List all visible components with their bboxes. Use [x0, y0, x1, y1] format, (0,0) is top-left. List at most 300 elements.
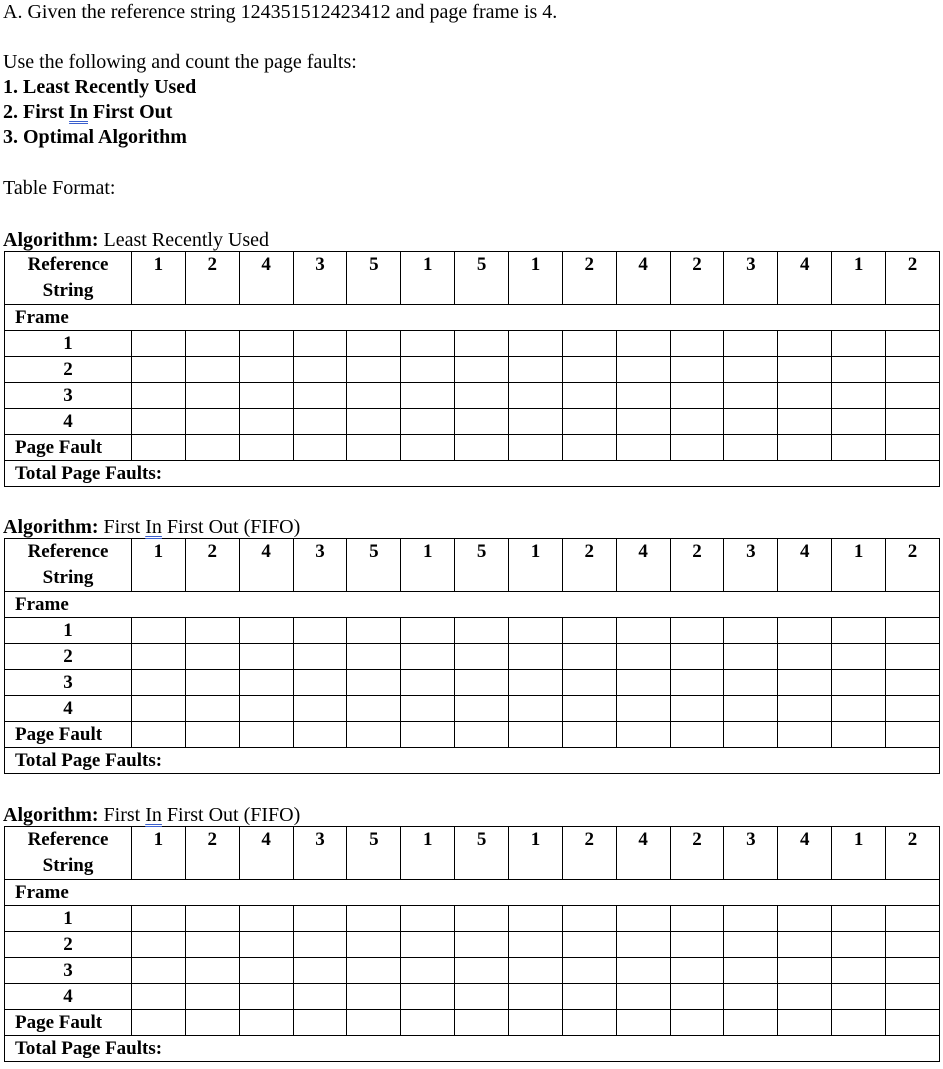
- frame-cell[interactable]: [562, 383, 616, 409]
- frame-cell[interactable]: [347, 331, 401, 357]
- frame-cell[interactable]: [185, 984, 239, 1010]
- frame-cell[interactable]: [185, 696, 239, 722]
- frame-cell[interactable]: [455, 670, 509, 696]
- frame-cell[interactable]: [347, 984, 401, 1010]
- frame-number: 2: [5, 644, 132, 670]
- frame-cell[interactable]: [616, 932, 670, 958]
- reference-cell: 1: [401, 827, 455, 880]
- frame-cell[interactable]: [185, 618, 239, 644]
- frame-cell[interactable]: [509, 958, 563, 984]
- frame-number: 1: [5, 618, 132, 644]
- frame-cell[interactable]: [616, 696, 670, 722]
- frame-cell[interactable]: [239, 670, 293, 696]
- page-fault-cell[interactable]: [293, 1010, 347, 1036]
- frame-row: [5, 331, 940, 357]
- page-fault-cell[interactable]: [347, 435, 401, 461]
- frame-cell[interactable]: [293, 409, 347, 435]
- frame-cell[interactable]: [778, 618, 832, 644]
- frame-cell[interactable]: [886, 958, 940, 984]
- page-fault-cell[interactable]: [455, 722, 509, 748]
- frame-cell[interactable]: [347, 409, 401, 435]
- frame-cell[interactable]: [185, 958, 239, 984]
- frame-cell[interactable]: [616, 906, 670, 932]
- frame-cell[interactable]: [239, 409, 293, 435]
- frame-cell[interactable]: [401, 958, 455, 984]
- frame-cell[interactable]: [886, 906, 940, 932]
- frame-cell[interactable]: [832, 331, 886, 357]
- frame-cell[interactable]: [778, 331, 832, 357]
- page-fault-cell[interactable]: [185, 1010, 239, 1036]
- total-page-faults-label: Total Page Faults:: [5, 748, 940, 774]
- page-fault-row: [5, 1010, 940, 1036]
- frame-cell[interactable]: [509, 383, 563, 409]
- frame-cell[interactable]: [455, 331, 509, 357]
- frame-cell[interactable]: [401, 984, 455, 1010]
- frame-cell[interactable]: [670, 932, 724, 958]
- frame-cell[interactable]: [401, 696, 455, 722]
- frame-cell[interactable]: [670, 383, 724, 409]
- page-fault-cell[interactable]: [778, 722, 832, 748]
- frame-cell[interactable]: [832, 984, 886, 1010]
- frame-cell[interactable]: [293, 383, 347, 409]
- page-fault-cell[interactable]: [832, 722, 886, 748]
- page-fault-cell[interactable]: [778, 1010, 832, 1036]
- frame-cell[interactable]: [616, 383, 670, 409]
- frame-cell[interactable]: [239, 644, 293, 670]
- page-fault-table: [4, 826, 940, 1062]
- frame-cell[interactable]: [670, 958, 724, 984]
- frame-cell[interactable]: [132, 409, 186, 435]
- page-fault-cell[interactable]: [185, 435, 239, 461]
- reference-cell: 2: [562, 827, 616, 880]
- frame-cell[interactable]: [293, 331, 347, 357]
- frame-cell[interactable]: [132, 383, 186, 409]
- frame-cell[interactable]: [509, 670, 563, 696]
- frame-cell[interactable]: [832, 357, 886, 383]
- frame-cell[interactable]: [562, 409, 616, 435]
- reference-row: [5, 252, 940, 305]
- frame-cell[interactable]: [562, 958, 616, 984]
- frame-cell[interactable]: [401, 383, 455, 409]
- frame-cell[interactable]: [616, 670, 670, 696]
- frame-cell[interactable]: [886, 618, 940, 644]
- page-fault-cell[interactable]: [778, 435, 832, 461]
- page-fault-cell[interactable]: [132, 722, 186, 748]
- page-fault-cell[interactable]: [239, 1010, 293, 1036]
- frame-cell[interactable]: [455, 984, 509, 1010]
- frame-cell[interactable]: [832, 906, 886, 932]
- frame-cell[interactable]: [562, 357, 616, 383]
- frame-cell[interactable]: [616, 409, 670, 435]
- frame-cell[interactable]: [724, 331, 778, 357]
- reference-cell: 5: [455, 252, 509, 305]
- frame-cell[interactable]: [616, 357, 670, 383]
- frame-cell[interactable]: [455, 383, 509, 409]
- frame-number: 2: [5, 357, 132, 383]
- frame-number: 4: [5, 984, 132, 1010]
- page-fault-table: [4, 538, 940, 774]
- frame-cell[interactable]: [670, 670, 724, 696]
- total-page-faults-label: Total Page Faults:: [5, 461, 940, 487]
- frame-cell[interactable]: [778, 906, 832, 932]
- page-fault-cell[interactable]: [724, 1010, 778, 1036]
- frame-cell[interactable]: [778, 984, 832, 1010]
- frame-cell[interactable]: [670, 331, 724, 357]
- frame-cell[interactable]: [509, 357, 563, 383]
- reference-string-label: [5, 539, 132, 592]
- algorithm-title: [3, 229, 939, 251]
- algorithm-label: Algorithm:: [3, 804, 99, 826]
- frame-cell[interactable]: [886, 670, 940, 696]
- frame-cell[interactable]: [616, 644, 670, 670]
- frame-cell[interactable]: [347, 906, 401, 932]
- frame-cell[interactable]: [509, 644, 563, 670]
- frame-cell[interactable]: [778, 696, 832, 722]
- page-fault-cell[interactable]: [832, 435, 886, 461]
- frame-row: [5, 644, 940, 670]
- reference-label-line2: String: [42, 280, 94, 301]
- algorithm-section-2: [3, 516, 939, 774]
- frame-cell[interactable]: [347, 618, 401, 644]
- frame-cell[interactable]: [724, 696, 778, 722]
- frame-cell[interactable]: [185, 409, 239, 435]
- frame-cell[interactable]: [724, 958, 778, 984]
- frame-cell[interactable]: [239, 331, 293, 357]
- frame-number: 3: [5, 958, 132, 984]
- frame-cell[interactable]: [293, 696, 347, 722]
- page-fault-table: [4, 251, 940, 487]
- page-fault-cell[interactable]: [670, 722, 724, 748]
- frame-cell[interactable]: [509, 906, 563, 932]
- frame-cell[interactable]: [293, 958, 347, 984]
- frame-cell[interactable]: [562, 331, 616, 357]
- frame-row: [5, 696, 940, 722]
- total-row: [5, 748, 940, 774]
- frame-cell[interactable]: [832, 383, 886, 409]
- frame-row: [5, 409, 940, 435]
- page-fault-cell[interactable]: [239, 722, 293, 748]
- page-fault-cell[interactable]: [401, 1010, 455, 1036]
- frame-cell[interactable]: [832, 958, 886, 984]
- frame-cell[interactable]: [401, 906, 455, 932]
- frame-cell[interactable]: [347, 670, 401, 696]
- frame-cell[interactable]: [670, 357, 724, 383]
- frame-cell[interactable]: [239, 906, 293, 932]
- page-fault-cell[interactable]: [616, 722, 670, 748]
- reference-cell: 2: [670, 539, 724, 592]
- frame-cell[interactable]: [185, 331, 239, 357]
- page-fault-cell[interactable]: [509, 1010, 563, 1036]
- reference-string-label: [5, 252, 132, 305]
- frame-cell[interactable]: [562, 696, 616, 722]
- frame-cell[interactable]: [616, 984, 670, 1010]
- frame-cell[interactable]: [886, 409, 940, 435]
- reference-cell: 3: [293, 827, 347, 880]
- algorithm-section-1: [3, 229, 939, 487]
- frame-cell[interactable]: [724, 670, 778, 696]
- reference-cell: 3: [724, 539, 778, 592]
- frame-cell[interactable]: [347, 958, 401, 984]
- frame-cell[interactable]: [509, 984, 563, 1010]
- frame-cell[interactable]: [886, 696, 940, 722]
- frame-cell[interactable]: [132, 932, 186, 958]
- frame-cell[interactable]: [401, 644, 455, 670]
- page-fault-cell[interactable]: [616, 1010, 670, 1036]
- page-fault-cell[interactable]: [455, 435, 509, 461]
- frame-cell[interactable]: [832, 670, 886, 696]
- page-fault-cell[interactable]: [347, 1010, 401, 1036]
- frame-cell[interactable]: [670, 906, 724, 932]
- frame-cell[interactable]: [293, 644, 347, 670]
- reference-cell: 1: [832, 252, 886, 305]
- frame-cell[interactable]: [239, 696, 293, 722]
- reference-cell: 3: [293, 252, 347, 305]
- frame-cell[interactable]: [832, 932, 886, 958]
- frame-cell[interactable]: [401, 357, 455, 383]
- frame-cell[interactable]: [670, 644, 724, 670]
- frame-cell[interactable]: [724, 644, 778, 670]
- page-fault-cell[interactable]: [562, 435, 616, 461]
- page-fault-cell[interactable]: [293, 722, 347, 748]
- frame-row: [5, 670, 940, 696]
- reference-cell: 3: [293, 539, 347, 592]
- frame-cell[interactable]: [132, 696, 186, 722]
- page-fault-cell[interactable]: [401, 435, 455, 461]
- reference-cell: 1: [509, 252, 563, 305]
- page-fault-cell[interactable]: [132, 435, 186, 461]
- list-item-label-pre: First: [23, 101, 70, 123]
- page-fault-cell[interactable]: [185, 722, 239, 748]
- page-fault-cell[interactable]: [455, 1010, 509, 1036]
- frame-cell[interactable]: [401, 409, 455, 435]
- frame-cell[interactable]: [724, 618, 778, 644]
- frame-cell[interactable]: [562, 670, 616, 696]
- frame-cell[interactable]: [886, 984, 940, 1010]
- reference-cell: 4: [239, 252, 293, 305]
- page-fault-label: Page Fault: [5, 722, 132, 748]
- page-fault-cell[interactable]: [670, 435, 724, 461]
- frame-cell[interactable]: [509, 932, 563, 958]
- frame-cell[interactable]: [455, 644, 509, 670]
- frame-cell[interactable]: [293, 984, 347, 1010]
- frame-cell[interactable]: [293, 906, 347, 932]
- algorithm-name-post: First Out (FIFO): [161, 516, 301, 538]
- frame-cell[interactable]: [401, 670, 455, 696]
- frame-cell[interactable]: [778, 409, 832, 435]
- frame-cell[interactable]: [455, 906, 509, 932]
- algorithm-name-pre: First: [98, 516, 146, 538]
- frame-cell[interactable]: [347, 696, 401, 722]
- frame-cell[interactable]: [132, 644, 186, 670]
- frame-cell[interactable]: [778, 958, 832, 984]
- frame-cell[interactable]: [293, 932, 347, 958]
- reference-cell: 2: [670, 252, 724, 305]
- frame-cell[interactable]: [185, 906, 239, 932]
- frame-cell[interactable]: [724, 357, 778, 383]
- frame-cell[interactable]: [455, 932, 509, 958]
- frame-cell[interactable]: [832, 409, 886, 435]
- frame-cell[interactable]: [724, 409, 778, 435]
- frame-row: [5, 958, 940, 984]
- list-item-fifo: [3, 100, 172, 124]
- frame-cell[interactable]: [347, 357, 401, 383]
- algorithm-section-3: [3, 804, 939, 1062]
- frame-cell[interactable]: [132, 357, 186, 383]
- page-fault-cell[interactable]: [401, 722, 455, 748]
- frame-cell[interactable]: [132, 984, 186, 1010]
- reference-cell: 4: [778, 252, 832, 305]
- page-fault-cell[interactable]: [670, 1010, 724, 1036]
- frame-cell[interactable]: [670, 696, 724, 722]
- frame-cell[interactable]: [886, 331, 940, 357]
- frame-cell[interactable]: [239, 357, 293, 383]
- frame-header-row: [5, 592, 940, 618]
- frame-number: 4: [5, 409, 132, 435]
- frame-cell[interactable]: [132, 618, 186, 644]
- frame-cell[interactable]: [185, 670, 239, 696]
- algorithm-name-post: First Out (FIFO): [161, 804, 301, 826]
- page-fault-cell[interactable]: [239, 435, 293, 461]
- frame-cell[interactable]: [724, 984, 778, 1010]
- frame-cell[interactable]: [832, 644, 886, 670]
- frame-cell[interactable]: [293, 670, 347, 696]
- instruction-text: Use the following and count the page faults:: [3, 51, 357, 73]
- frame-cell[interactable]: [132, 906, 186, 932]
- reference-cell: 2: [886, 827, 940, 880]
- reference-cell: 1: [132, 252, 186, 305]
- list-item-number: 3.: [3, 126, 18, 148]
- frame-cell[interactable]: [185, 357, 239, 383]
- frame-cell[interactable]: [832, 618, 886, 644]
- reference-label-line2: String: [42, 567, 94, 588]
- page-fault-cell[interactable]: [509, 435, 563, 461]
- frame-cell[interactable]: [455, 696, 509, 722]
- frame-row: [5, 932, 940, 958]
- frame-cell[interactable]: [239, 383, 293, 409]
- reference-cell: 2: [886, 252, 940, 305]
- reference-cell: 5: [347, 539, 401, 592]
- frame-cell[interactable]: [616, 618, 670, 644]
- frame-cell[interactable]: [724, 932, 778, 958]
- frame-cell[interactable]: [616, 958, 670, 984]
- frame-cell[interactable]: [401, 618, 455, 644]
- frame-cell[interactable]: [562, 618, 616, 644]
- frame-cell[interactable]: [886, 357, 940, 383]
- page-fault-cell[interactable]: [616, 435, 670, 461]
- algorithm-name-pre: Least Recently Used: [98, 229, 270, 251]
- frame-cell[interactable]: [239, 618, 293, 644]
- algorithm-title: [3, 804, 939, 826]
- reference-cell: 1: [509, 827, 563, 880]
- frame-cell[interactable]: [509, 696, 563, 722]
- frame-cell[interactable]: [132, 958, 186, 984]
- frame-label: Frame: [5, 305, 940, 331]
- frame-cell[interactable]: [562, 644, 616, 670]
- frame-cell[interactable]: [347, 383, 401, 409]
- reference-cell: 4: [616, 252, 670, 305]
- frame-header-row: [5, 880, 940, 906]
- frame-cell[interactable]: [455, 409, 509, 435]
- frame-cell[interactable]: [778, 357, 832, 383]
- algorithm-name-pre: First: [98, 804, 146, 826]
- frame-cell[interactable]: [455, 357, 509, 383]
- reference-cell: 5: [347, 252, 401, 305]
- reference-cell: 5: [455, 539, 509, 592]
- algorithm-name-in: In: [145, 804, 162, 826]
- reference-cell: 1: [401, 252, 455, 305]
- frame-cell[interactable]: [401, 331, 455, 357]
- frame-cell[interactable]: [347, 644, 401, 670]
- frame-cell[interactable]: [293, 618, 347, 644]
- frame-cell[interactable]: [778, 644, 832, 670]
- frame-cell[interactable]: [832, 696, 886, 722]
- page-fault-cell[interactable]: [347, 722, 401, 748]
- frame-cell[interactable]: [455, 958, 509, 984]
- table-format-heading: Table Format:: [3, 177, 116, 199]
- frame-cell[interactable]: [132, 670, 186, 696]
- frame-cell[interactable]: [509, 409, 563, 435]
- list-item-number: 1.: [3, 76, 18, 98]
- list-item-lru: [3, 75, 196, 99]
- reference-label-line1: Reference: [27, 829, 109, 850]
- frame-cell[interactable]: [886, 932, 940, 958]
- page-fault-cell[interactable]: [293, 435, 347, 461]
- frame-cell[interactable]: [562, 984, 616, 1010]
- page-fault-cell[interactable]: [132, 1010, 186, 1036]
- page-fault-cell[interactable]: [562, 722, 616, 748]
- frame-cell[interactable]: [509, 331, 563, 357]
- frame-cell[interactable]: [132, 331, 186, 357]
- page-fault-cell[interactable]: [724, 722, 778, 748]
- page-fault-cell[interactable]: [724, 435, 778, 461]
- page-fault-cell[interactable]: [886, 722, 940, 748]
- frame-cell[interactable]: [293, 357, 347, 383]
- frame-cell[interactable]: [239, 984, 293, 1010]
- page-fault-cell[interactable]: [509, 722, 563, 748]
- frame-cell[interactable]: [509, 618, 563, 644]
- frame-cell[interactable]: [562, 906, 616, 932]
- frame-cell[interactable]: [239, 958, 293, 984]
- frame-cell[interactable]: [185, 383, 239, 409]
- reference-cell: 2: [886, 539, 940, 592]
- frame-cell[interactable]: [778, 932, 832, 958]
- frame-cell[interactable]: [778, 670, 832, 696]
- frame-cell[interactable]: [616, 331, 670, 357]
- reference-cell: 4: [239, 539, 293, 592]
- frame-cell[interactable]: [670, 984, 724, 1010]
- frame-cell[interactable]: [185, 932, 239, 958]
- frame-cell[interactable]: [455, 618, 509, 644]
- page-fault-cell[interactable]: [886, 435, 940, 461]
- page-fault-cell[interactable]: [832, 1010, 886, 1036]
- frame-cell[interactable]: [239, 932, 293, 958]
- frame-cell[interactable]: [778, 383, 832, 409]
- frame-cell[interactable]: [724, 906, 778, 932]
- page-fault-cell[interactable]: [562, 1010, 616, 1036]
- frame-cell[interactable]: [670, 409, 724, 435]
- frame-cell[interactable]: [886, 644, 940, 670]
- page-fault-cell[interactable]: [886, 1010, 940, 1036]
- frame-cell[interactable]: [886, 383, 940, 409]
- frame-number: 1: [5, 906, 132, 932]
- frame-cell[interactable]: [724, 383, 778, 409]
- frame-cell[interactable]: [347, 932, 401, 958]
- frame-cell[interactable]: [562, 932, 616, 958]
- frame-cell[interactable]: [670, 618, 724, 644]
- frame-cell[interactable]: [401, 932, 455, 958]
- page-fault-row: [5, 435, 940, 461]
- frame-cell[interactable]: [185, 644, 239, 670]
